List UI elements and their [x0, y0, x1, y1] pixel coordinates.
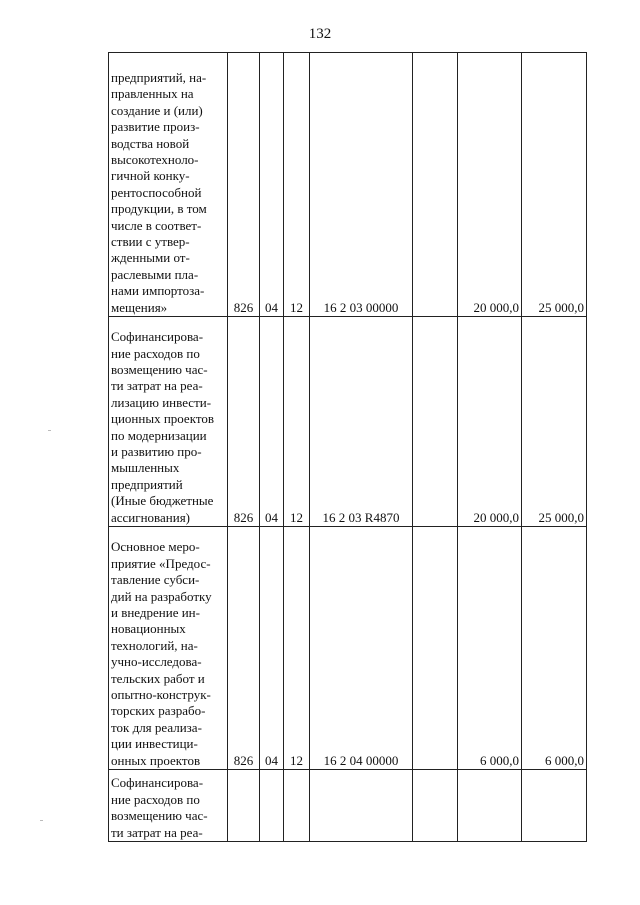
row-description: Софинансирова- ние расходов по возмещению час- ти затрат на реа- лизацию инвести- ционных проектов по модернизации и развитию про- мышленных предприятий (Иные бюджетные ассигнования): [109, 317, 228, 527]
sum-year2-cell: 25 000,0: [522, 317, 587, 527]
vr-cell: [413, 527, 458, 770]
vedomstvo-cell: 826: [228, 527, 260, 770]
row-description: Основное меро- приятие «Предос- тавление субси- дий на разработку и внедрение ин- новационных технологий, на- учно-исследова- тельских работ и опытно-конструк- торских разрабо- ток для реализа- ции инвестици- онных проектов: [109, 527, 228, 770]
page-number: 132: [308, 26, 332, 42]
razdel-cell: 04: [260, 527, 284, 770]
csr-cell: 16 2 04 00000: [310, 527, 413, 770]
csr-cell: 16 2 03 00000: [310, 53, 413, 317]
podrazdel-cell: 12: [284, 317, 310, 527]
sum-year1-cell: 20 000,0: [458, 53, 522, 317]
podrazdel-cell: 12: [284, 527, 310, 770]
csr-cell: [310, 770, 413, 842]
razdel-cell: 04: [260, 317, 284, 527]
sum-year1-cell: 20 000,0: [458, 317, 522, 527]
scan-speck: [40, 820, 43, 821]
sum-year2-cell: [522, 770, 587, 842]
sum-year1-cell: [458, 770, 522, 842]
sum-year2-cell: 6 000,0: [522, 527, 587, 770]
row-description: Софинансирова- ние расходов по возмещению час- ти затрат на реа-: [109, 770, 228, 842]
csr-cell: 16 2 03 R4870: [310, 317, 413, 527]
table-row: [109, 770, 587, 842]
table-row: [109, 53, 587, 317]
row-description: предприятий, на- правленных на создание и (или) развитие произ- водства новой высокотехноло- гичной конку- рентоспособной продукции, в том числе в соответ- ствии с утвер- жденными от- раслевыми пла- нами импортоза- мещения»: [109, 53, 228, 317]
table-row: [109, 527, 587, 770]
sum-year2-cell: 25 000,0: [522, 53, 587, 317]
vedomstvo-cell: 826: [228, 53, 260, 317]
vr-cell: [413, 317, 458, 527]
table-row: [109, 317, 587, 527]
razdel-cell: [260, 770, 284, 842]
vr-cell: [413, 770, 458, 842]
razdel-cell: 04: [260, 53, 284, 317]
vedomstvo-cell: [228, 770, 260, 842]
vr-cell: [413, 53, 458, 317]
sum-year1-cell: 6 000,0: [458, 527, 522, 770]
vedomstvo-cell: 826: [228, 317, 260, 527]
scan-speck: [48, 430, 51, 431]
podrazdel-cell: [284, 770, 310, 842]
podrazdel-cell: 12: [284, 53, 310, 317]
budget-table: [108, 52, 587, 842]
